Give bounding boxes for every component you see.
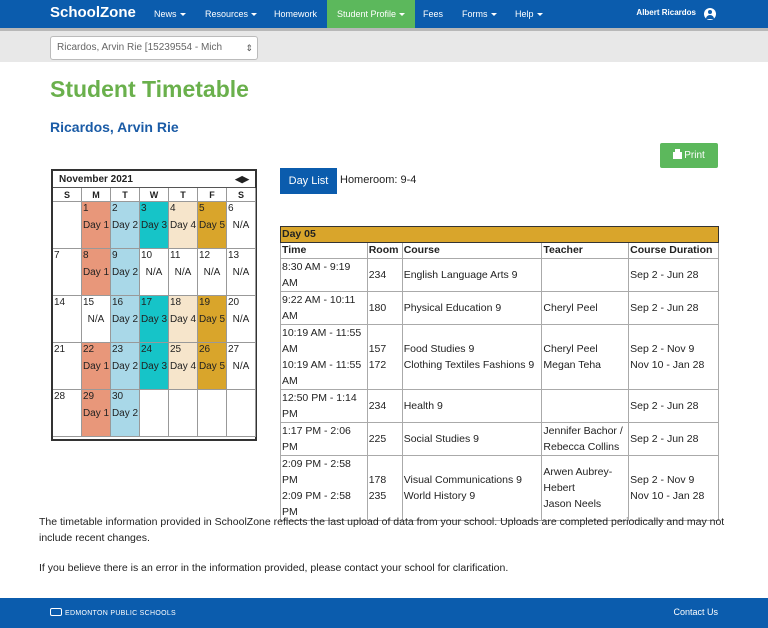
calendar-date: 21: [54, 344, 66, 355]
timetable-table: [280, 226, 719, 521]
calendar-day-cell: [53, 202, 82, 249]
timetable-row: [281, 456, 719, 521]
calendar-day-cell: [227, 390, 256, 437]
calendar-day-cell[interactable]: [111, 390, 140, 437]
student-select[interactable]: [50, 36, 258, 60]
calendar-day-cell[interactable]: [82, 202, 111, 249]
calendar-date: 18: [170, 297, 182, 308]
calendar-header: [53, 171, 255, 188]
timetable-row: [281, 390, 719, 423]
cell-duration: [629, 423, 719, 456]
cell-time: [281, 292, 368, 325]
room-value: 234: [368, 400, 387, 412]
teacher-value: Arwen Aubrey-Hebert: [543, 466, 613, 494]
day-cycle-code: Day 1: [82, 220, 110, 231]
day-header: Day 05: [281, 227, 719, 243]
weekday-header: W: [140, 188, 169, 202]
month-calendar: [51, 169, 257, 441]
timetable-row: [281, 325, 719, 390]
calendar-day-cell[interactable]: [82, 249, 111, 296]
cell-time: [281, 325, 368, 390]
course-value: Social Studies 9: [403, 433, 479, 445]
calendar-date: 11: [170, 250, 181, 261]
user-name[interactable]: Albert Ricardos: [636, 8, 696, 17]
cell-time: [281, 456, 368, 521]
col-duration: Course Duration: [629, 243, 719, 259]
timetable-row: [281, 423, 719, 456]
day-cycle-code: Day 5: [198, 220, 226, 231]
calendar-date: 8: [83, 250, 89, 261]
error-note: If you believe there is an error in the information provided, please contact your school for clarification.: [39, 562, 509, 574]
calendar-day-cell: [140, 390, 169, 437]
calendar-date: 9: [112, 250, 118, 261]
cell-course: [402, 390, 542, 423]
calendar-date: 2: [112, 203, 118, 214]
col-room: Room: [367, 243, 402, 259]
calendar-day-cell[interactable]: [169, 343, 198, 390]
cell-course: [402, 456, 542, 521]
duration-value: Sep 2 - Jun 28: [630, 269, 699, 281]
cell-room: [367, 423, 402, 456]
day-cycle-code: Day 3: [140, 220, 168, 231]
calendar-date: 24: [141, 344, 153, 355]
teacher-value: Cheryl Peel: [543, 343, 598, 355]
teacher-value: Jason Neels: [543, 498, 602, 510]
calendar-date: 29: [83, 391, 95, 402]
contact-us-link[interactable]: Contact Us: [673, 607, 718, 617]
cell-duration: [629, 325, 719, 390]
calendar-date: 22: [83, 344, 95, 355]
day-cycle-code: Day 2: [111, 314, 139, 325]
day-cycle-code: Day 1: [82, 361, 110, 372]
day-cycle-code: Day 3: [140, 361, 168, 372]
day-cycle-code: N/A: [232, 361, 250, 372]
day-cycle-code: N/A: [203, 267, 221, 278]
calendar-day-cell[interactable]: [111, 343, 140, 390]
day-cycle-code: Day 2: [111, 408, 139, 419]
weekday-header: T: [111, 188, 140, 202]
nav-fees[interactable]: [423, 0, 443, 28]
homeroom-label: Homeroom: 9-4: [340, 174, 417, 186]
chevron-down-icon: [180, 13, 186, 16]
time-value: 10:19 AM - 11:55 AM: [282, 359, 362, 387]
calendar-date: 7: [54, 250, 60, 261]
cell-teacher: [542, 292, 629, 325]
course-value: Visual Communications 9: [403, 474, 522, 486]
day-header-row: [281, 227, 719, 243]
calendar-day-cell[interactable]: [53, 390, 82, 437]
calendar-day-cell[interactable]: [198, 249, 227, 296]
calendar-day-cell[interactable]: [169, 296, 198, 343]
day-cycle-code: Day 1: [82, 267, 110, 278]
duration-value: Sep 2 - Jun 28: [630, 302, 699, 314]
print-button[interactable]: [660, 143, 718, 168]
room-value: 235: [368, 490, 387, 502]
calendar-day-cell: [169, 390, 198, 437]
nav-resources[interactable]: [205, 0, 257, 28]
course-value: Food Studies 9: [403, 343, 475, 355]
calendar-day-cell[interactable]: [53, 296, 82, 343]
cell-course: [402, 325, 542, 390]
cell-teacher: [542, 390, 629, 423]
cell-duration: [629, 259, 719, 292]
room-value: 234: [368, 269, 387, 281]
day-cycle-code: Day 4: [169, 220, 197, 231]
nav-homework[interactable]: [274, 0, 317, 28]
course-value: World History 9: [403, 490, 476, 502]
duration-value: Nov 10 - Jan 28: [630, 359, 705, 371]
day-cycle-code: Day 2: [111, 267, 139, 278]
calendar-grid: [53, 188, 255, 437]
calendar-date: 14: [54, 297, 66, 308]
calendar-day-cell[interactable]: [82, 296, 111, 343]
day-cycle-code: Day 5: [198, 314, 226, 325]
chevron-down-icon: [491, 13, 497, 16]
day-cycle-code: N/A: [87, 314, 105, 325]
duration-value: Sep 2 - Nov 9: [630, 343, 695, 355]
room-value: 178: [368, 474, 387, 486]
cell-time: [281, 423, 368, 456]
calendar-day-cell[interactable]: [140, 343, 169, 390]
calendar-day-cell[interactable]: [198, 296, 227, 343]
time-value: 8:30 AM - 9:19 AM: [282, 261, 351, 289]
cell-course: [402, 292, 542, 325]
nav-student-profile[interactable]: [327, 0, 415, 28]
calendar-day-cell: [198, 390, 227, 437]
student-select-value: Ricardos, Arvin Rie [15239554 - Mich: [57, 42, 223, 53]
nav-forms[interactable]: [462, 0, 497, 28]
nav-fees-label: Fees: [423, 9, 444, 19]
nav-student-profile-label: Student Profile: [337, 9, 397, 19]
brand-logo[interactable]: SchoolZone: [50, 4, 136, 21]
calendar-date: 16: [112, 297, 124, 308]
calendar-day-cell[interactable]: [169, 249, 198, 296]
calendar-day-cell[interactable]: [140, 296, 169, 343]
timetable-body: [281, 259, 719, 521]
time-value: 2:09 PM - 2:58 PM: [282, 490, 351, 518]
calendar-date: 25: [170, 344, 182, 355]
weekday-header: S: [227, 188, 256, 202]
cell-teacher: [542, 456, 629, 521]
upload-note: The timetable information provided in SchoolZone reflects the last upload of data from your school. Uploads are completed periodically and may not include recent changes.: [39, 516, 725, 544]
duration-value: Sep 2 - Jun 28: [630, 433, 699, 445]
calendar-date: 30: [112, 391, 124, 402]
user-avatar-icon[interactable]: [704, 8, 716, 20]
calendar-day-cell[interactable]: [227, 296, 256, 343]
calendar-day-cell[interactable]: [198, 343, 227, 390]
calendar-date: 27: [228, 344, 240, 355]
nav-help-label: Help: [515, 9, 534, 19]
weekday-header: T: [169, 188, 198, 202]
print-label: Print: [684, 150, 705, 161]
weekday-header: F: [198, 188, 227, 202]
col-course: Course: [402, 243, 542, 259]
cell-duration: [629, 292, 719, 325]
day-cycle-code: Day 1: [82, 408, 110, 419]
printer-icon: [673, 152, 682, 159]
calendar-date: 20: [228, 297, 240, 308]
calendar-day-cell[interactable]: [198, 202, 227, 249]
weekday-header: S: [53, 188, 82, 202]
timetable-row: [281, 259, 719, 292]
nav-forms-label: Forms: [462, 9, 488, 19]
calendar-day-cell[interactable]: [53, 343, 82, 390]
calendar-date: 12: [199, 250, 211, 261]
day-cycle-code: Day 5: [198, 361, 226, 372]
calendar-day-cell[interactable]: [82, 343, 111, 390]
cell-duration: [629, 456, 719, 521]
calendar-date: 17: [141, 297, 153, 308]
day-cycle-code: N/A: [174, 267, 192, 278]
room-value: 225: [368, 433, 387, 445]
top-navbar: [0, 0, 768, 28]
cell-time: [281, 390, 368, 423]
duration-value: Sep 2 - Nov 9: [630, 474, 695, 486]
cell-teacher: [542, 423, 629, 456]
nav-resources-label: Resources: [205, 9, 249, 19]
calendar-month-label: November 2021: [59, 174, 133, 185]
day-cycle-code: Day 2: [111, 361, 139, 372]
calendar-day-cell[interactable]: [227, 202, 256, 249]
calendar-day-cell[interactable]: [140, 202, 169, 249]
chevron-down-icon: [537, 13, 543, 16]
course-value: Health 9: [403, 400, 443, 412]
day-cycle-code: Day 2: [111, 220, 139, 231]
calendar-day-cell[interactable]: [111, 296, 140, 343]
time-value: 9:22 AM - 10:11 AM: [282, 294, 356, 322]
nav-help[interactable]: [515, 0, 543, 28]
course-value: Clothing Textiles Fashions 9: [403, 359, 535, 371]
day-cycle-code: N/A: [232, 267, 250, 278]
calendar-date: 5: [199, 203, 205, 214]
student-name: Ricardos, Arvin Rie: [50, 119, 179, 135]
time-value: 2:09 PM - 2:58 PM: [282, 458, 351, 486]
course-value: Physical Education 9: [403, 302, 502, 314]
teacher-value: Jennifer Bachor / Rebecca Collins: [543, 425, 623, 453]
chevron-down-icon: [251, 13, 257, 16]
duration-value: Sep 2 - Jun 28: [630, 400, 699, 412]
calendar-day-cell[interactable]: [82, 390, 111, 437]
duration-value: Nov 10 - Jan 28: [630, 490, 705, 502]
calendar-date: 4: [170, 203, 176, 214]
cell-course: [402, 259, 542, 292]
calendar-day-cell[interactable]: [169, 202, 198, 249]
select-arrows-icon: ⇕: [245, 43, 253, 53]
time-value: 12:50 PM - 1:14 PM: [282, 392, 357, 420]
cell-course: [402, 423, 542, 456]
teacher-value: Cheryl Peel: [543, 302, 598, 314]
chevron-down-icon: [399, 13, 405, 16]
timetable-row: [281, 292, 719, 325]
eps-logo[interactable]: [50, 608, 176, 617]
calendar-date: 3: [141, 203, 147, 214]
weekday-header: M: [82, 188, 111, 202]
calendar-date: 10: [141, 250, 153, 261]
day-list-button[interactable]: Day List: [280, 168, 337, 194]
page-title: Student Timetable: [50, 76, 249, 102]
day-cycle-code: Day 3: [140, 314, 168, 325]
nav-homework-label: Homework: [274, 9, 318, 19]
eps-mark-icon: [50, 608, 62, 616]
time-value: 10:19 AM - 11:55 AM: [282, 327, 362, 355]
calendar-date: 23: [112, 344, 124, 355]
calendar-date: 13: [228, 250, 240, 261]
calendar-day-cell[interactable]: [111, 202, 140, 249]
cell-room: [367, 259, 402, 292]
nav-news[interactable]: [154, 0, 186, 28]
room-value: 172: [368, 359, 387, 371]
calendar-date: 1: [83, 203, 89, 214]
calendar-date: 6: [228, 203, 234, 214]
eps-org-name: EDMONTON PUBLIC SCHOOLS: [65, 610, 177, 617]
student-selector-bar: [0, 28, 768, 62]
col-time: Time: [281, 243, 368, 259]
calendar-day-cell[interactable]: [227, 343, 256, 390]
day-cycle-code: N/A: [232, 314, 250, 325]
footer: [0, 598, 768, 628]
day-cycle-code: Day 4: [169, 314, 197, 325]
calendar-day-cell[interactable]: [227, 249, 256, 296]
column-header-row: [281, 243, 719, 259]
cell-room: [367, 456, 402, 521]
cell-time: [281, 259, 368, 292]
room-value: 157: [368, 343, 387, 355]
calendar-date: 28: [54, 391, 66, 402]
time-value: 1:17 PM - 2:06 PM: [282, 425, 351, 453]
calendar-date: 15: [83, 297, 95, 308]
calendar-day-cell[interactable]: [53, 249, 82, 296]
teacher-value: Megan Teha: [543, 359, 601, 371]
calendar-day-cell[interactable]: [140, 249, 169, 296]
day-cycle-code: Day 4: [169, 361, 197, 372]
cell-room: [367, 325, 402, 390]
calendar-nav-arrows-icon[interactable]: ◀▶: [235, 174, 249, 184]
cell-duration: [629, 390, 719, 423]
col-teacher: Teacher: [542, 243, 629, 259]
cell-teacher: [542, 259, 629, 292]
room-value: 180: [368, 302, 387, 314]
day-cycle-code: N/A: [232, 220, 250, 231]
cell-teacher: [542, 325, 629, 390]
calendar-date: 26: [199, 344, 211, 355]
cell-room: [367, 292, 402, 325]
cell-room: [367, 390, 402, 423]
day-cycle-code: N/A: [145, 267, 163, 278]
course-value: English Language Arts 9: [403, 269, 518, 281]
calendar-date: 19: [199, 297, 211, 308]
nav-news-label: News: [154, 9, 177, 19]
calendar-day-cell[interactable]: [111, 249, 140, 296]
